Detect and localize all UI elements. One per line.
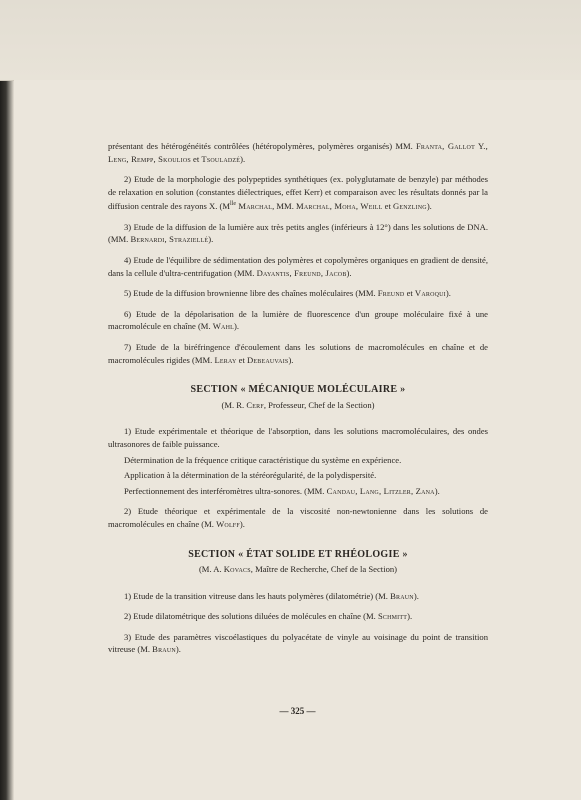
paragraph-2: 2) Etude de la morphologie des polypeptides synthétiques (ex. polyglutamate de benzyle) par méthodes de relaxation en solution (constantes diélectriques, effet Kerr) et comparaison avec les résultats donnés par la diffusion centrale des rayons X. ($M^{lle}$ Marchal, MM. Marchal, Moha, Weill et Genzling). xyxy=(108,174,488,212)
paragraph-4: 4) Etude de l'équilibre de sédimentation des polymères et copolymères organiques en gradient de densité, dans la cellule d'ultra-centrifugation (MM. Dayantis, Freund, Jacob). xyxy=(108,255,488,278)
mecanique-paragraph-1d: Perfectionnement des interféromètres ultra-sonores. (MM. Candau, Lang, Litzler, Zana). xyxy=(124,485,440,496)
mecanique-paragraph-1b: Détermination de la fréquence critique caractéristique du système en expérience. xyxy=(124,454,402,465)
paragraph-6: 6) Etude de la dépolarisation de la lumière de fluorescence d'un groupe moléculaire fixé à une macromolécule en chaîne (M. Wahl). xyxy=(108,308,488,332)
section-title-mecanique: SECTION « MÉCANIQUE MOLÉCULAIRE » xyxy=(190,384,406,396)
etat-paragraph-2: 2) Etude dilatométrique des solutions diluées de molécules en chaîne (M. Schmitt). xyxy=(124,611,413,622)
section-subtitle-etat-solide: (M. A. Kovacs, Maître de Recherche, Chef de la Section) xyxy=(198,564,398,575)
paragraph-3: 3) Etude de la diffusion de la lumière aux très petits angles (inférieurs à 12°) dans les solutions de DNA. (MM. Bernardi, Straziellé). xyxy=(108,221,488,245)
section-title-etat-solide: SECTION « ÉTAT SOLIDE ET RHÉOLOGIE » xyxy=(188,548,408,560)
page-number: — 325 — xyxy=(279,706,316,716)
etat-paragraph-1: 1) Etude de la transition vitreuse dans les hauts polymères (dilatométrie) (M. Braun). xyxy=(124,590,419,601)
document-page xyxy=(14,80,581,800)
paragraph-5: 5) Etude de la diffusion brownienne libre des chaînes moléculaires (MM. Freund et Varoqui). xyxy=(124,288,451,299)
section-subtitle-mecanique: (M. R. Cerf, Professeur, Chef de la Section) xyxy=(221,399,375,410)
paragraph-continuation: présentant des hétérogénéités contrôlées (hétéropolymères, polymères organisés) MM. Franta, Gallot Y., Leng, Rempp, Skoulios et Tsouladzé). xyxy=(108,141,488,164)
page-text xyxy=(108,140,488,664)
mecanique-paragraph-1: 1) Etude expérimentale et théorique de l'absorption, dans les solutions macromoléculaires, des ondes ultrasonores de faible puissance. xyxy=(108,426,488,449)
mecanique-paragraph-2: 2) Etude théorique et expérimentale de la viscosité non-newtonienne dans les solutions de macromolécules en chaîne (M. Wolff). xyxy=(108,506,488,529)
mecanique-paragraph-1c: Application à la détermination de la stéréorégularité, de la polydispersité. xyxy=(124,470,377,481)
previous-page-edge xyxy=(0,0,581,81)
etat-paragraph-3: 3) Etude des paramètres viscoélastiques du polyacétate de vinyle au voisinage du point de transition vitreuse (M. Braun). xyxy=(108,631,488,655)
paragraph-7: 7) Etude de la biréfringence d'écoulement dans les solutions de macromolécules en chaîne et de macromolécules rigides (MM. Leray et Debeauvais). xyxy=(108,341,488,365)
